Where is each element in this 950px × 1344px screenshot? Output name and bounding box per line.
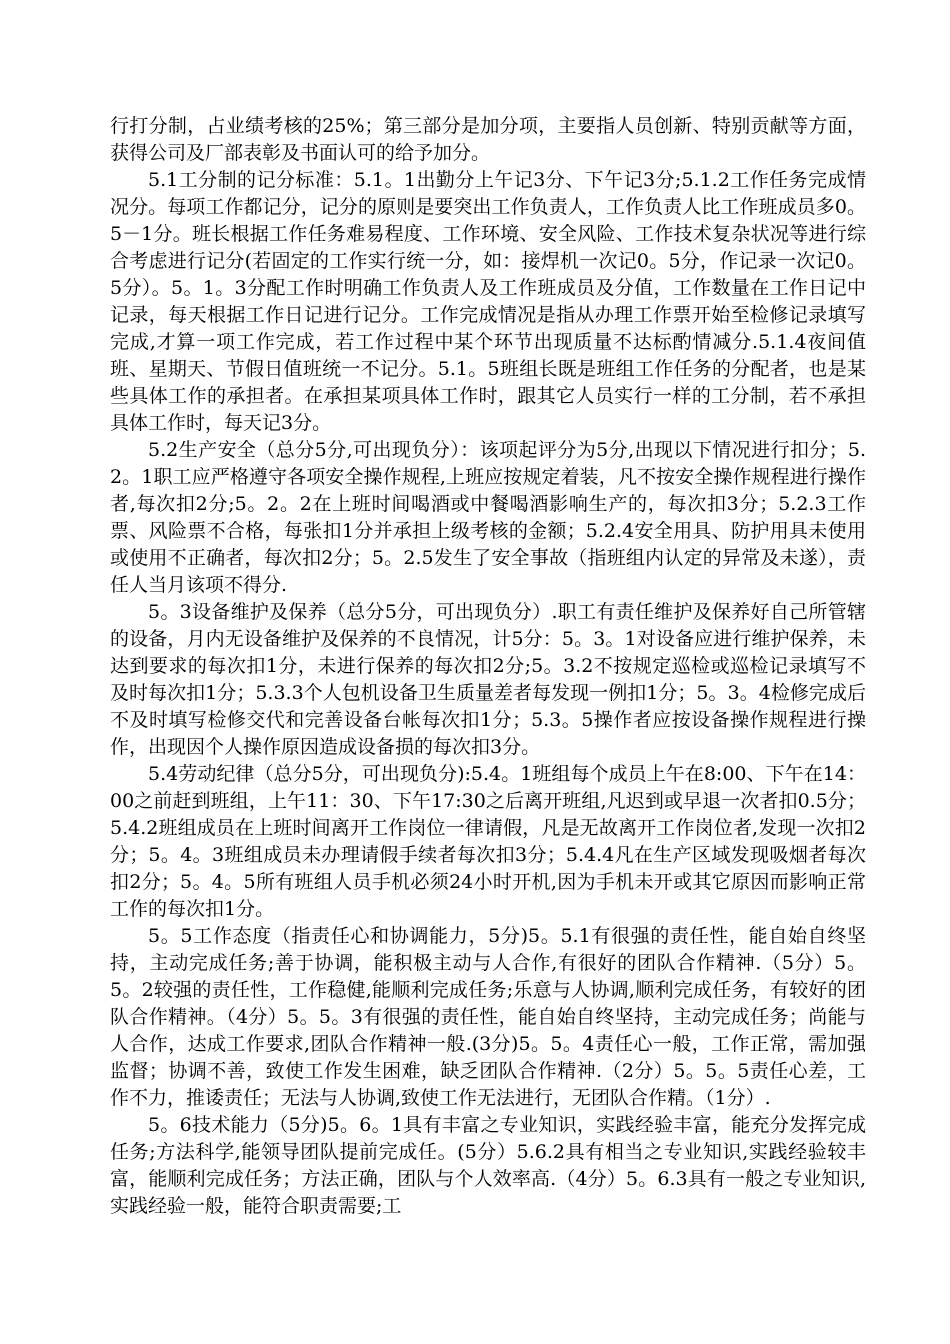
paragraph-equipment-maintenance: 5。3设备维护及保养（总分5分，可出现负分）.职工有责任维护及保养好自己所管辖的设备，月内无设备维护及保养的不良情况，计5分：5。3。1对设备应进行维护保养，未达到要求的每次扣1分，未进行保养的每次扣2分;5。3.2不按规定巡检或巡检记录填写不及时每次扣1分；5.3.3个人包机设备卫生质量差者每发现一例扣1分；5。3。4检修完成后不及时填写检修交代和完善设备台帐每次扣1分；5.3。5操作者应按设备操作规程进行操作，出现因个人操作原因造成设备损的每次扣3分。 [110, 601, 866, 758]
paragraph-work-attitude: 5。5工作态度（指责任心和协调能力，5分)5。5.1有很强的责任性，能自始自终坚持，主动完成任务;善于协调，能积极主动与人合作,有很好的团队合作精神.（5分）5。5。2较强的责任性，工作稳健,能顺利完成任务;乐意与人协调,顺利完成任务，有较好的团队合作精神。（4分）5。5。3有很强的责任性，能自始自终坚持，主动完成任务；尚能与人合作，达成工作要求,团队合作精神一般.(3分)5。5。4责任心一般，工作正常，需加强监督；协调不善，致使工作发生困难，缺乏团队合作精神.（2分）5。5。5责任心差，工作不力，推诿责任；无法与人协调,致使工作无法进行，无团队合作精。（1分）. [110, 925, 866, 1109]
paragraph-scoring-intro: 行打分制，占业绩考核的25%；第三部分是加分项，主要指人员创新、特别贡献等方面，获得公司及厂部表彰及书面认可的给予加分。 [110, 115, 866, 164]
paragraph-labor-discipline: 5.4劳动纪律（总分5分，可出现负分):5.4。1班组每个成员上午在8:00、下午在14：00之前赶到班组，上午11：30、下午17:30之后离开班组,凡迟到或早退一次者扣0.5分；5.4.2班组成员在上班时间离开工作岗位一律请假，凡是无故离开工作岗位者,发现一次扣2分；5。4。3班组成员未办理请假手续者每次扣3分；5.4.4凡在生产区域发现吸烟者每次扣2分；5。4。5所有班组人员手机必须24小时开机,因为手机未开或其它原因而影响正常工作的每次扣1分。 [110, 763, 866, 920]
paragraph-work-points-standard: 5.1工分制的记分标准：5.1。1出勤分上午记3分、下午记3分;5.1.2工作任务完成情况分。每项工作都记分，记分的原则是要突出工作负责人，工作负责人比工作班成员多0。5－1分。班长根据工作任务难易程度、工作环境、安全风险、工作技术复杂状况等进行综合考虑进行记分(若固定的工作实行统一分，如：接焊机一次记0。5分，作记录一次记0。5分）。5。1。3分配工作时明确工作负责人及工作班成员及分值，工作数量在工作日记中记录，每天根据工作日记进行记分。工作完成情况是指从办理工作票开始至检修记录填写完成,才算一项工作完成，若工作过程中某个环节出现质量不达标酌情减分.5.1.4夜间值班、星期天、节假日值班统一不记分。5.1。5班组长既是班组工作任务的分配者，也是某些具体工作的承担者。在承担某项具体工作时，跟其它人员实行一样的工分制，若不承担具体工作时，每天记3分。 [110, 169, 866, 434]
paragraph-technical-ability: 5。6技术能力（5分)5。6。1具有丰富之专业知识，实践经验丰富，能充分发挥完成任务;方法科学,能领导团队提前完成任。(5分）5.6.2具有相当之专业知识,实践经验较丰富，能顺利完成任务；方法正确，团队与个人效率高.（4分）5。6.3具有一般之专业知识,实践经验一般，能符合职责需要;工 [110, 1114, 866, 1217]
paragraph-production-safety: 5.2生产安全（总分5分,可出现负分）：该项起评分为5分,出现以下情况进行扣分；5.2。1职工应严格遵守各项安全操作规程,上班应按规定着装，凡不按安全操作规程进行操作者,每次扣2分;5。2。2在上班时间喝酒或中餐喝酒影响生产的，每次扣3分；5.2.3工作票、风险票不合格，每张扣1分并承担上级考核的金额；5.2.4安全用具、防护用具未使用或使用不正确者，每次扣2分；5。2.5发生了安全事故（指班组内认定的异常及未遂），责任人当月该项不得分. [110, 439, 866, 596]
